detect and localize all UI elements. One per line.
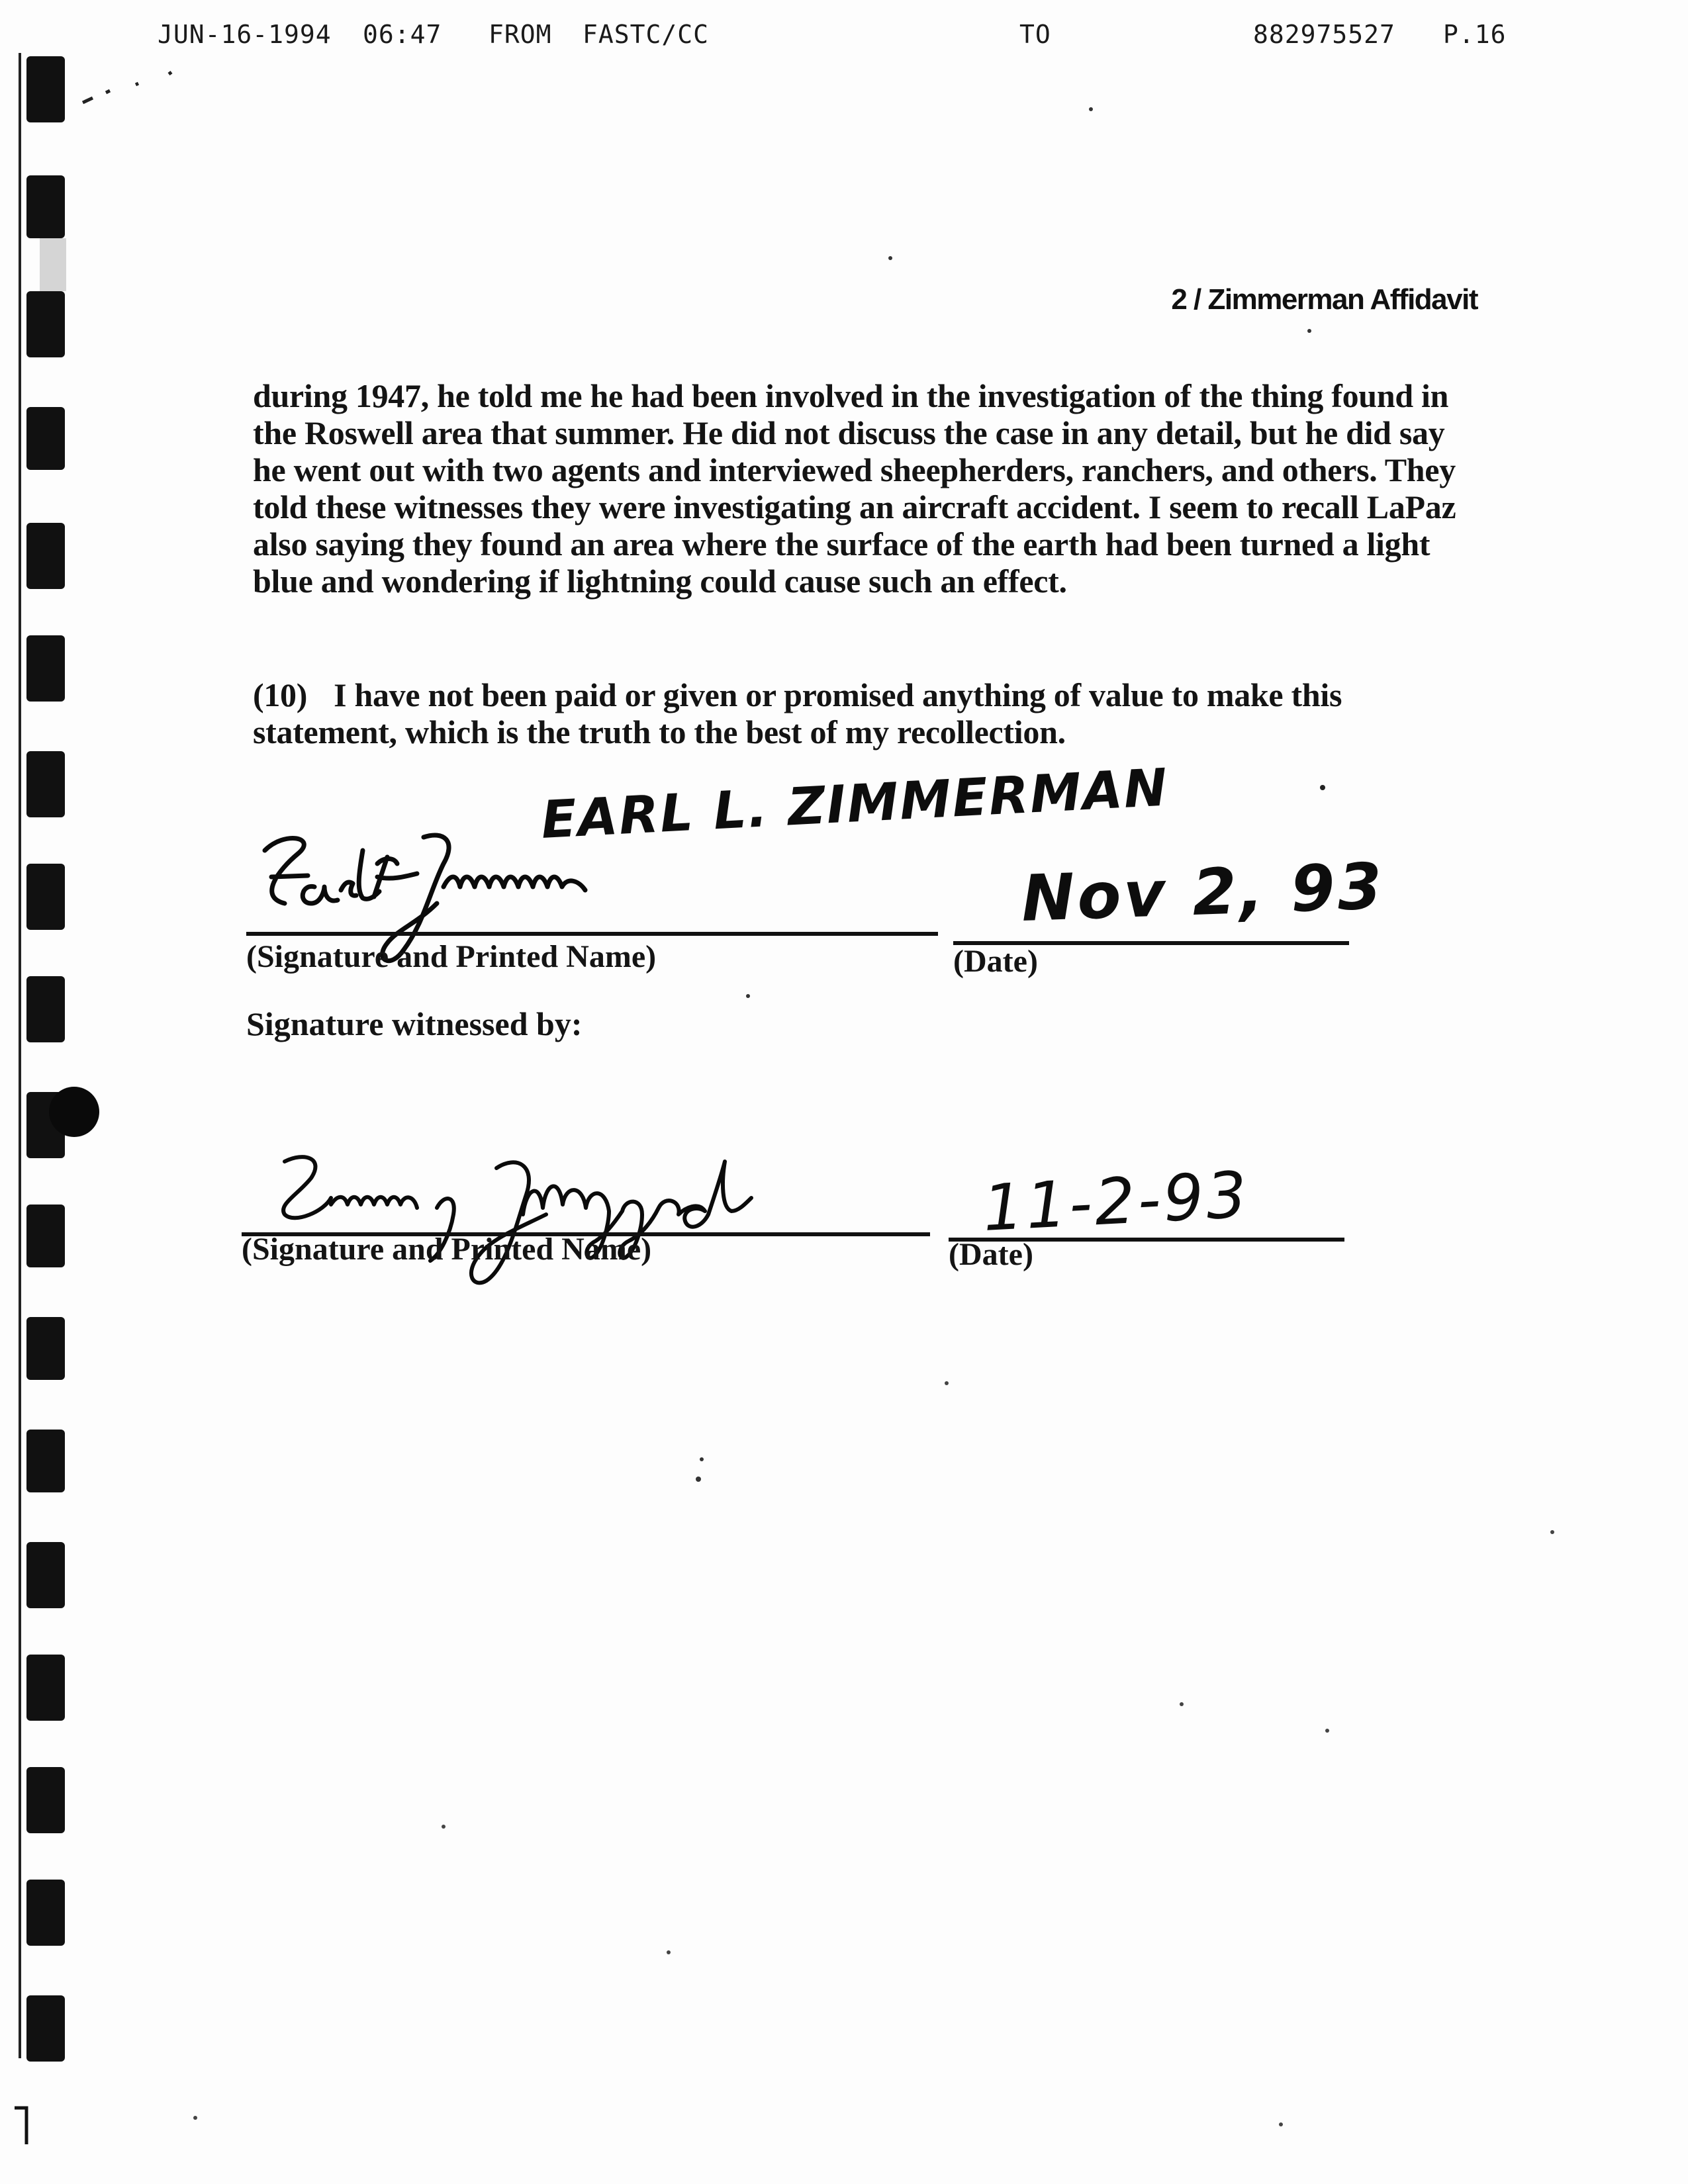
witness-date-label: (Date) — [949, 1237, 1033, 1272]
witness-date-handwritten: 11-2-93 — [981, 1158, 1252, 1246]
fax-date: JUN-16-1994 — [158, 20, 332, 49]
fax-number: 882975527 — [1253, 20, 1395, 49]
witness-signature-label: (Signature and Printed Name) — [242, 1232, 652, 1267]
affiant-signature-line — [246, 932, 938, 936]
affiant-printed-name-handwritten: EARL L. ZIMMERMAN — [539, 758, 1170, 850]
fax-from-label: FROM — [489, 20, 552, 49]
fax-time: 06:47 — [363, 20, 442, 49]
fax-to-label: TO — [1019, 20, 1051, 49]
running-head: 2 / Zimmerman Affidavit — [1171, 283, 1477, 316]
affiant-date-label: (Date) — [953, 944, 1038, 979]
witness-heading: Signature witnessed by: — [246, 1005, 583, 1042]
fax-page-number: P.16 — [1443, 20, 1507, 49]
witness-signature — [238, 1142, 887, 1300]
paragraph-continuation: during 1947, he told me he had been involved in the investigation of the thing found in the Roswell area that summer. He did not discuss the case in any detail, but he did say he went out with two agents and interviewed sheepherders, ranchers, and others. They told these witnesses they were investigating an aircraft accident. I seem to recall LaPaz also saying they found an area where the surface of the earth had been turned a light blue and wondering if lightning could cause such an effect. — [253, 377, 1456, 600]
affiant-signature-label: (Signature and Printed Name) — [246, 939, 657, 974]
fax-sender: FASTC/CC — [583, 20, 710, 49]
paragraph-number: (10) — [253, 676, 308, 713]
affiant-date-handwritten: Nov 2, 93 — [1020, 848, 1386, 936]
paragraph-10-text: I have not been paid or given or promised anything of value to make this statement, which is the truth to the best of my recollection. — [253, 676, 1342, 751]
paragraph-10 — [253, 676, 1477, 751]
